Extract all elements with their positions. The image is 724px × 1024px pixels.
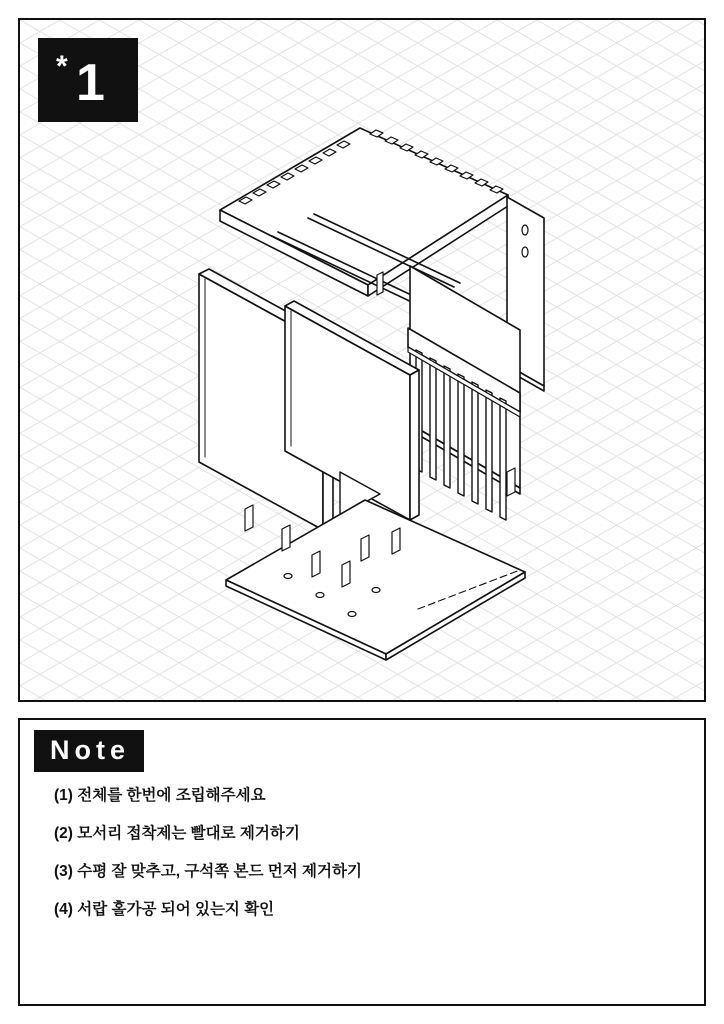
note-item: (1) 전체를 한번에 조립해주세요	[54, 787, 266, 804]
note-title: Note	[34, 730, 144, 772]
exploded-assembly-drawing	[20, 20, 706, 702]
note-item: (4) 서랍 홀가공 되어 있는지 확인	[54, 901, 275, 918]
step-star: *	[56, 50, 68, 83]
step-number: 1	[76, 54, 104, 112]
note-list	[54, 786, 684, 938]
step-number-badge	[38, 38, 138, 122]
note-panel	[18, 718, 706, 1006]
note-item: (2) 모서리 접착제는 빨대로 제거하기	[54, 825, 300, 842]
top-panel	[220, 128, 508, 305]
note-item: (3) 수평 잘 맞추고, 구석쪽 본드 먼저 제거하기	[54, 863, 362, 880]
step-panel	[18, 18, 706, 702]
